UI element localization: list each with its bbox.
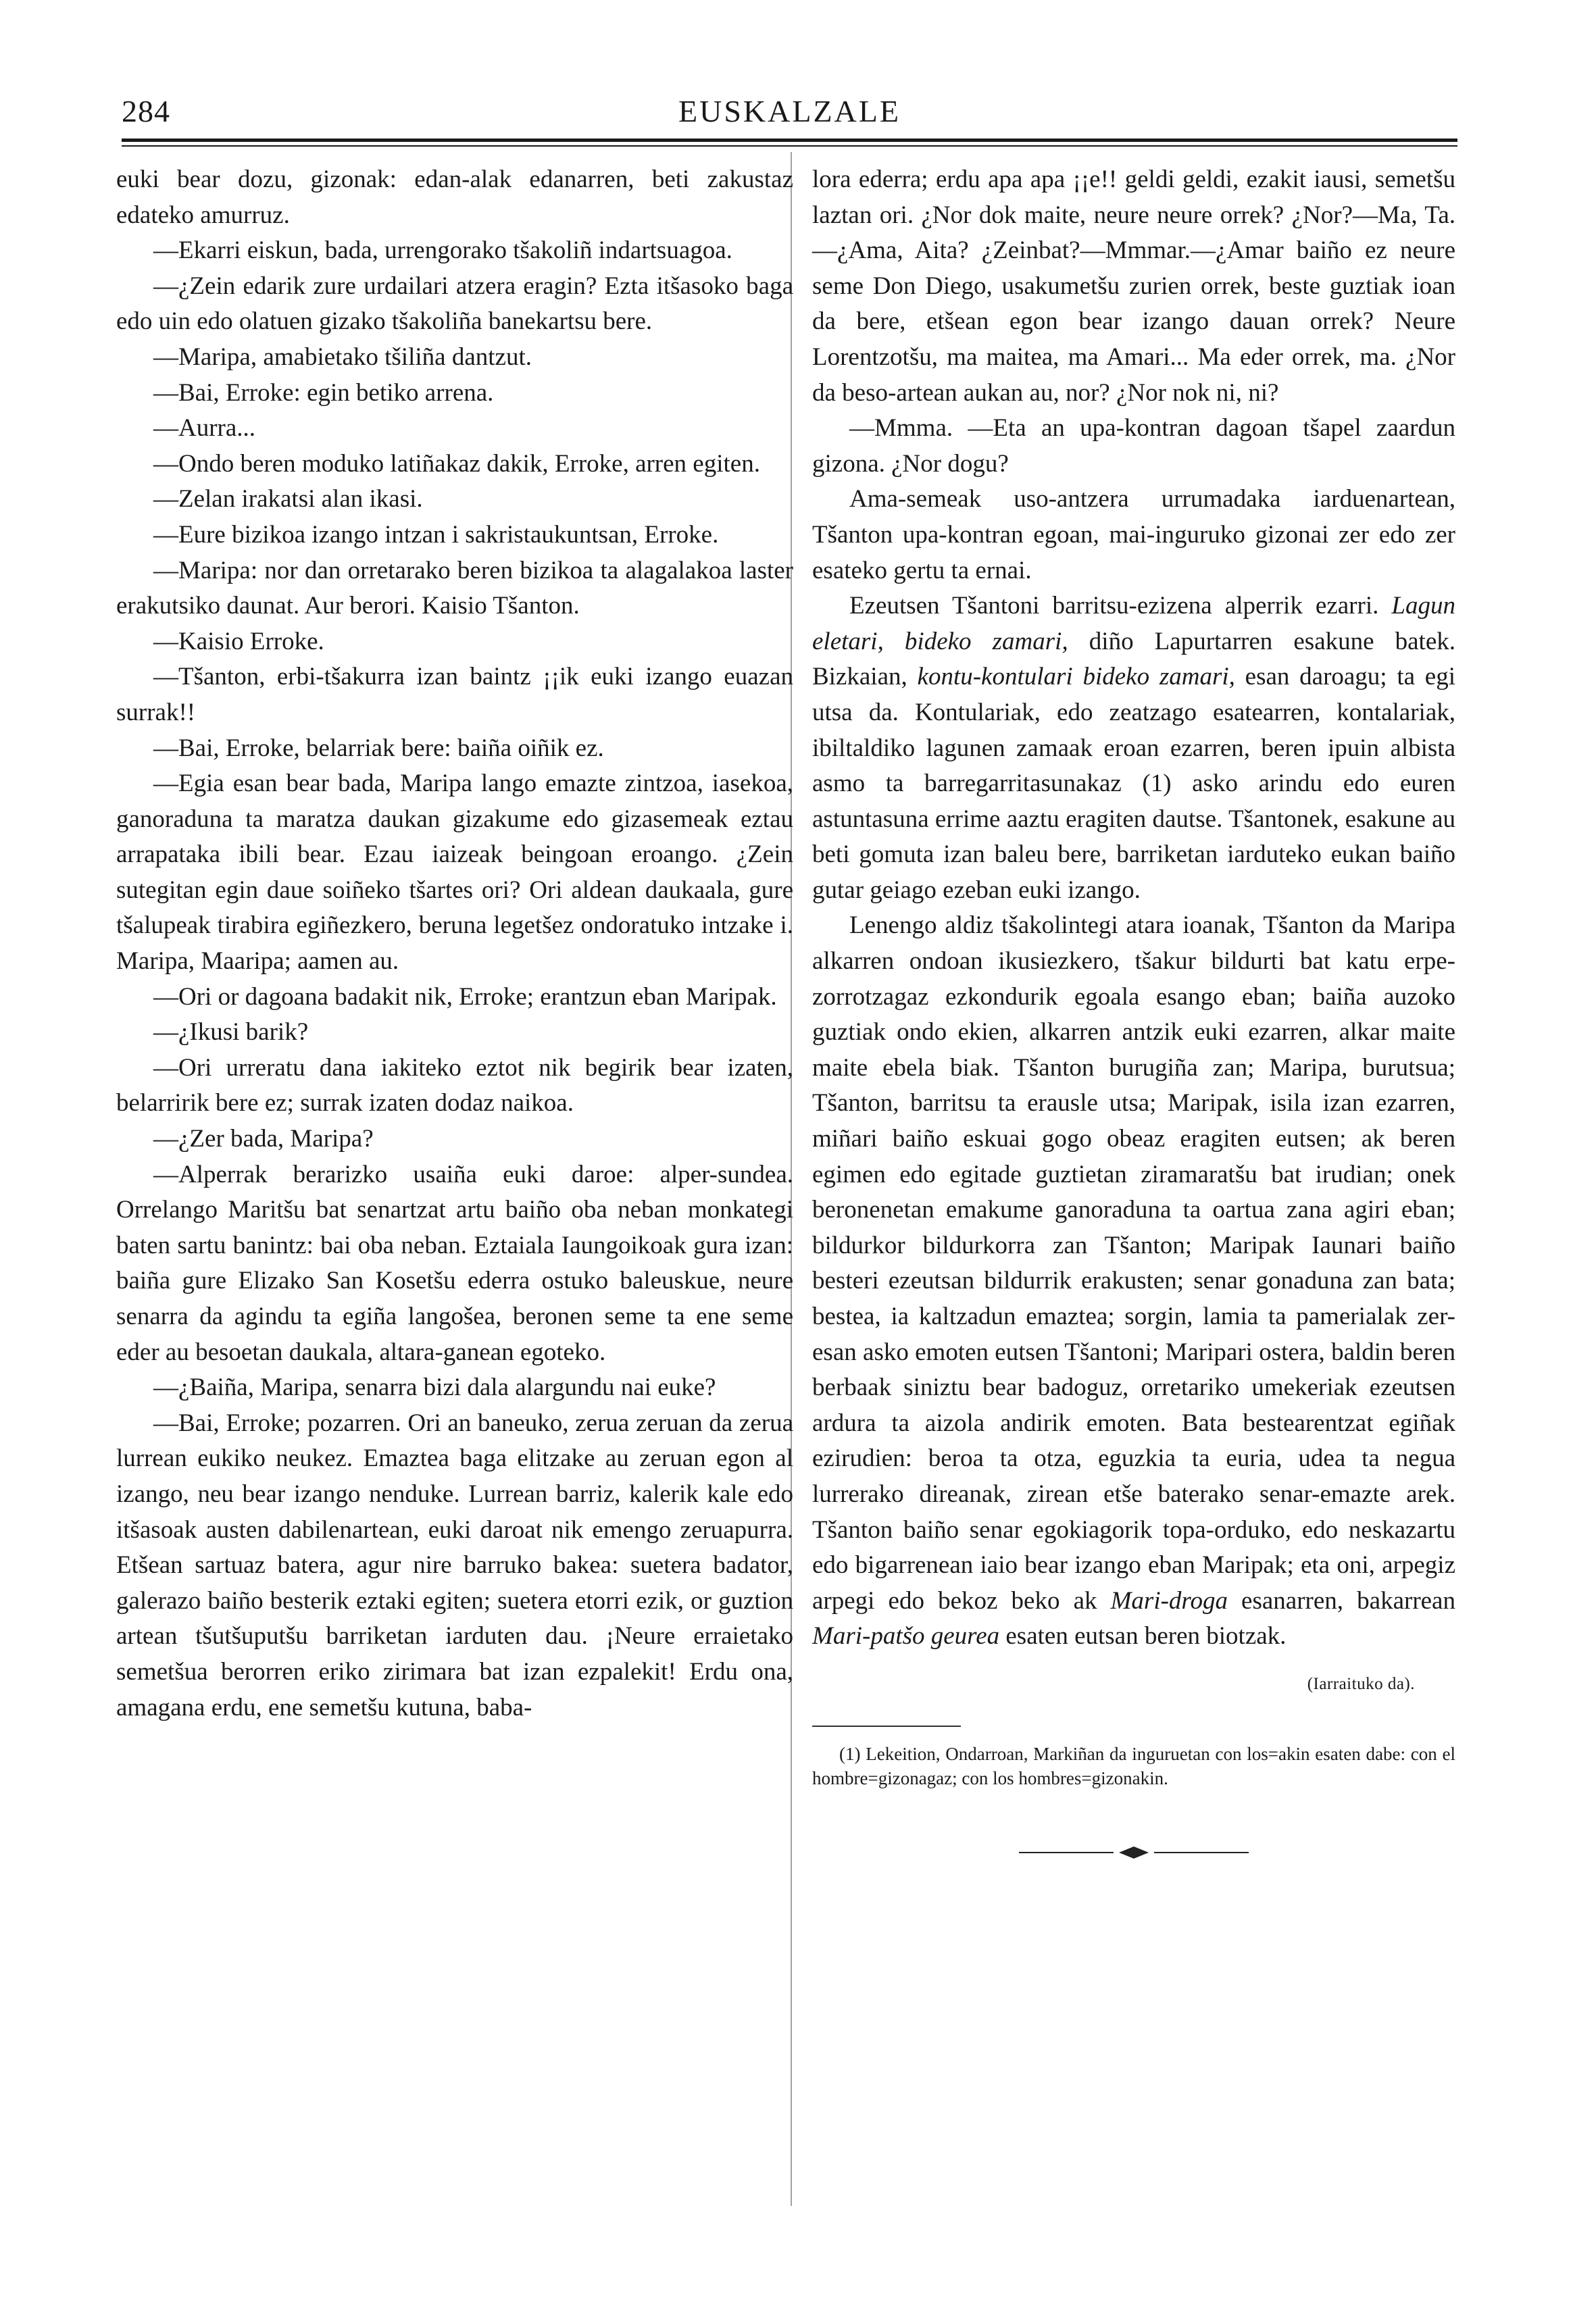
continuation-note: (Iarraituko da).: [1307, 1674, 1415, 1693]
paragraph: —Bai, Erroke: egin betiko arrena.: [153, 378, 494, 407]
left-column: [116, 162, 793, 1726]
italic-phrase: kontu-kontulari bideko zamari,: [917, 663, 1235, 691]
paragraph: —Eure bizikoa izango intzan i sakristaukuntsan, Erroke.: [153, 520, 719, 549]
paragraph: —Kaisio Erroke.: [153, 627, 324, 655]
italic-phrase: Lagun eletari, bideko zamari,: [812, 592, 1455, 655]
paragraph: —Maripa: nor dan orretarako beren bizikoa ta alagalakoa laster erakutsiko daunat. Aur berori. Kaisio Tšanton.: [116, 556, 793, 620]
paragraph-with-italics: Ezeutsen Tšantoni barritsu-ezizena alperrik ezarri. Lagun eletari, bideko zamari, diño Lapurtarren esakune batek. Bizkaian, kontu-kontulari bideko zamari, esan daroagu; ta egi utsa da. Kontulariak, edo zeatzago esatearren, kontalariak, ibiltaldiko lagunen zamaak eroan ezarren, beren ipuin albista asmo ta barregarritasunakaz (1) asko arindu edo euren astuntasuna errime aaztu eragiten dautse. Tšantonek, esakune au beti gomuta izan baleu bere, barriketan iarduteko eukan baiño gutar geiago ezeban euki izango.: [812, 592, 1456, 904]
paragraph: —¿Ikusi barik?: [153, 1018, 309, 1047]
paragraph: —Ekarri eiskun, bada, urrengorako tšakoliñ indartsuagoa.: [153, 236, 732, 265]
paragraph: —Bai, Erroke; pozarren. Ori an baneuko, zerua zeruan da zerua lurrean eukiko neukez. Emaztea baga elitzake au zeruan egon al izango, neu bear izango nenduke. Lurrean barriz, kalerik kale edo itšasoak austen dabilenartean, euki daroat nik emengo zeruapurra. Etšean sartuaz batera, agur nire barruko bakea: suetera badator, galerazo baiño besterik eztaki egiten; suetera etorri ezik, or guztion artean tšutšuputšu barriketan iarduten dau. ¡Neure erraietako semetšua berorren eriko zirimara bat izan ezpalekit! Erdu ona, amagana erdu, ene semetšu kutuna, baba-: [116, 1409, 793, 1721]
header-rule-thin: [122, 145, 1457, 147]
paragraph: lora ederra; erdu apa apa ¡¡e!! geldi geldi, ezakit iausi, semetšu laztan ori. ¿Nor dok maite, neure neure orrek? ¿Nor?—Ma, Ta.—¿Ama, Aita? ¿Zeinbat?—Mmmar.—¿Amar baiño ez neure seme Don Diego, usakumetšu zurien orrek, beste guztiak ioan da bere, etšean egon bear izango dauan orrek? Neure Lorentzotšu, ma maitea, ma Amari... Ma eder orrek, ma. ¿Nor da beso-artean aukan au, nor? ¿Nor nok ni, ni?: [812, 166, 1455, 407]
running-title: EUSKALZALE: [678, 94, 901, 128]
paragraph: —¿Baiña, Maripa, senarra bizi dala alargundu nai euke?: [153, 1374, 716, 1402]
paragraph: —Ori urreratu dana iakiteko eztot nik begirik bear izaten, belarririk bere ez; surrak izaten dodaz naikoa.: [116, 1053, 793, 1117]
footnote-rule: [812, 1726, 961, 1727]
paragraph: Ama-semeak uso-antzera urrumadaka iarduenartean, Tšanton upa-kontran egoan, mai-inguruko gizonai zer edo zer esateko gertu ta ernai.: [812, 485, 1455, 584]
end-ornament-icon: [1019, 1844, 1249, 1861]
footnote: (1) Lekeition, Ondarroan, Markiñan da inguruetan con los=akin esaten dabe: con el hombre=gizonagaz; con los hombres=gizonakin.: [812, 1743, 1455, 1788]
paragraph: —Alperrak berarizko usaiña euki daroe: alper-sundea. Orrelango Maritšu bat senartzat artu baiño oba neban monkategi baten sartu banintz: bai oba neban. Eztaiala Iaungoikoak gura izan: baiña gure Elizako San Kosetšu ederra ostuko baleuskue, neure senarra da agindu ta egiña langošea, beronen seme ta ene seme eder au besoetan daukala, altara-ganean egoteko.: [116, 1160, 793, 1366]
paragraph: —¿Zein edarik zure urdailari atzera eragin? Ezta itšasoko baga edo uin edo olatuen gizako tšakoliña banekartsu bere.: [116, 272, 793, 336]
page-number: 284: [122, 94, 170, 128]
italic-phrase: Mari-droga: [1110, 1586, 1228, 1615]
page-header: [122, 93, 1457, 141]
header-rule-thick: [122, 139, 1457, 142]
paragraph: —¿Zer bada, Maripa?: [153, 1125, 374, 1153]
paragraph: —Maripa, amabietako tšiliña dantzut.: [153, 343, 532, 371]
paragraph: —Egia esan bear bada, Maripa lango emazte zintzoa, iasekoa, ganoraduna ta maratza daukan gizakume edo gizasemeak eztau arrapataka ibili bear. Ezau iaizeak beingoan eroango. ¿Zein sutegitan egin daue soiñeko tšartes ori? Ori aldean daukaala, gure tšalupeak tirabira egiñezkero, beruna legetšez ondoratuko intzake i. Maripa, Maaripa; aamen au.: [116, 770, 793, 976]
paragraph: euki bear dozu, gizonak: edan-alak edanarren, beti zakustaz edateko amurruz.: [116, 166, 793, 229]
paragraph: —Aurra...: [153, 414, 256, 443]
paragraph: —Tšanton, erbi-tšakurra izan baintz ¡¡ik euki izango euazan surrak!!: [116, 663, 793, 726]
right-column: [812, 162, 1455, 1861]
paragraph-with-italics: Lenengo aldiz tšakolintegi atara ioanak, Tšanton da Maripa alkarren ondoan ikusiezkero, tšakur bildurti bat katu erpe-zorrotzagaz ezkondurik egoala esango eban; baiña auzoko guztiak ondo ekien, alkarren antzik euki ezarren, alkar maite maite ebela biak. Tšanton burugiña zan; Maripa, burutsua; Tšanton, barritsu ta erausle utsa; Maripak, isila izan ezarren, miñari baiño eskuai gogo obeaz eragiten eutsen; ak beren egimen edo egitade guztietan ziramaratšu bat irudian; onek beronenetan emakume ganoraduna ta oartua zana agiri eban; bildurkor bildurkorra zan Tšanton; Maripak Iaunari baiño besteri ezeutsan bildurrik erakusten; senar gonaduna zan bata; bestea, ia kaltzadun emaztea; sorgin, lamia ta pamerialak zer-esan asko emoten eutsen Tšantoni; Maripari ostera, baldin beren berbaak siniztu bear badoguz, orretariko umekeriak ezeutsen ardura ta aizola andirik emoten. Bata bestearentzat egiñak ezirudien: beroa ta otza, eguzkia ta euria, udea ta negua lurrerako direanak, zirean etše baterako senar-emazte arek. Tšanton baiño senar egokiagorik topa-orduko, edo neskazartu edo bigarrenean iaio bear izango eban Maripak; eta oni, arpegiz arpegi edo bekoz beko ak Mari-droga esanarren, bakarrean Mari-patšo geurea esaten eutsan beren biotzak.: [812, 911, 1455, 1651]
paragraph: —Bai, Erroke, belarriak bere: baiña oiñik ez.: [153, 734, 604, 762]
paragraph: —Ondo beren moduko latiñakaz dakik, Erroke, arren egiten.: [153, 449, 760, 478]
italic-phrase: Mari-patšo geurea: [812, 1622, 1000, 1651]
paragraph: —Mmma. —Eta an upa-kontran dagoan tšapel zaardun gizona. ¿Nor dogu?: [812, 414, 1455, 478]
paragraph: —Ori or dagoana badakit nik, Erroke; erantzun eban Maripak.: [153, 982, 777, 1011]
paragraph: —Zelan irakatsi alan ikasi.: [153, 485, 423, 513]
